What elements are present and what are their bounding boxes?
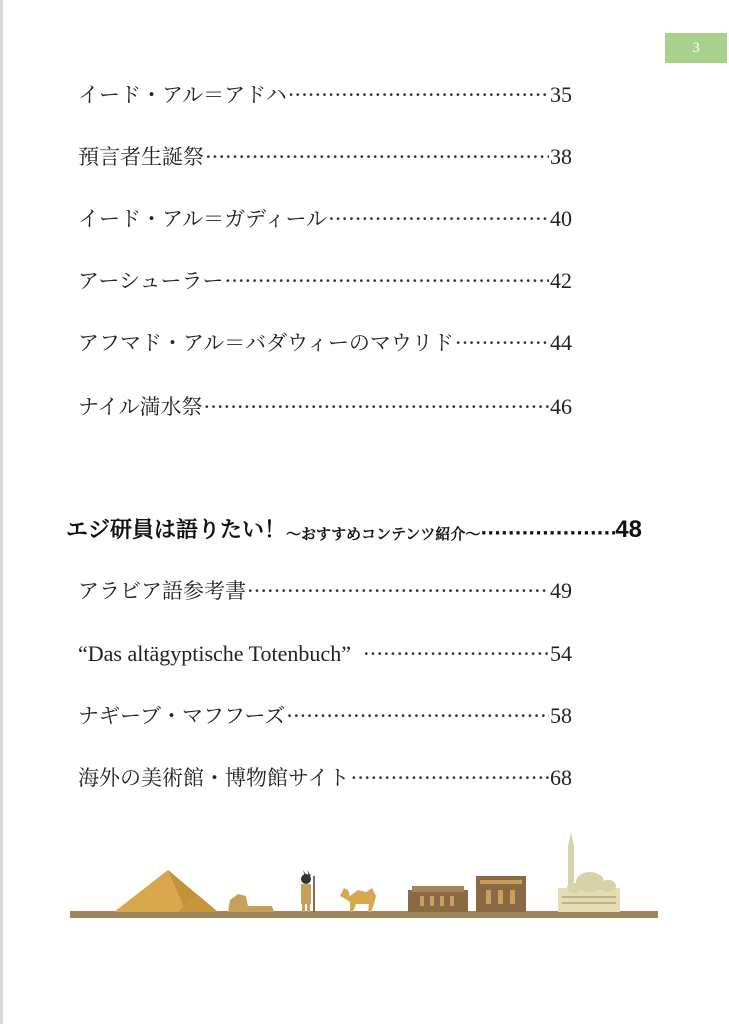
toc-entry[interactable] xyxy=(78,76,572,108)
toc-entry-page: 35 xyxy=(550,82,572,107)
toc-entry[interactable] xyxy=(78,635,572,667)
dot-leader xyxy=(247,578,549,604)
pylon-building xyxy=(476,876,526,912)
toc-entry-page: 68 xyxy=(550,765,572,790)
page-edge xyxy=(0,0,3,1024)
toc-entry-page: 49 xyxy=(550,578,572,603)
toc-entry-title: 預言者生誕祭 xyxy=(78,145,204,169)
dot-leader xyxy=(286,703,549,729)
mosque-building xyxy=(558,832,620,912)
toc-entry-title: “Das altägyptische Totenbuch” xyxy=(78,641,351,666)
toc-entry[interactable] xyxy=(78,200,572,232)
toc-entry-page: 40 xyxy=(550,206,572,231)
section-title: エジ研員は語りたい！ xyxy=(66,518,287,543)
anubis-figure xyxy=(301,870,315,912)
dot-leader xyxy=(205,144,549,170)
toc-entry-title: ナイル満水祭 xyxy=(78,395,203,419)
dot-leader xyxy=(225,268,549,294)
dot-leader xyxy=(288,82,549,108)
toc-entry-title: アラビア語参考書 xyxy=(78,579,246,603)
dot-leader xyxy=(328,206,549,232)
toc-entry-title: イード・アル＝アドハ xyxy=(78,83,287,107)
section-heading[interactable] xyxy=(66,510,642,544)
toc-entry[interactable] xyxy=(78,388,572,420)
toc-entry-page: 46 xyxy=(550,394,572,419)
toc-entry-page: 44 xyxy=(550,330,572,355)
page-number-tab: 3 xyxy=(665,33,727,63)
dot-leader xyxy=(455,330,549,356)
dot-leader xyxy=(351,765,549,791)
dot-leader xyxy=(363,641,549,667)
toc-entry-title: ナギーブ・マフフーズ xyxy=(78,704,286,728)
toc-entry[interactable] xyxy=(78,262,572,294)
section-subtitle: ～おすすめコンテンツ紹介～ xyxy=(286,525,481,543)
sphinx xyxy=(228,894,274,912)
toc-entry[interactable] xyxy=(78,572,572,604)
toc-entry[interactable] xyxy=(78,759,572,791)
camel xyxy=(340,888,376,912)
toc-entry-title: イード・アル＝ガディール xyxy=(78,207,328,231)
toc-entry-page: 54 xyxy=(550,641,572,666)
toc-entry-title: アフマド・アル＝バダウィーのマウリド xyxy=(78,331,454,355)
dot-leader xyxy=(204,394,549,420)
toc-entry[interactable] xyxy=(78,697,572,729)
toc-entry-page: 42 xyxy=(550,268,572,293)
section-page: 48 xyxy=(615,516,642,543)
toc-entry[interactable] xyxy=(78,324,572,356)
toc-entry-page: 58 xyxy=(550,703,572,728)
toc-entry[interactable] xyxy=(78,138,572,170)
toc-entry-page: 38 xyxy=(550,144,572,169)
toc-entry-title: アーシューラー xyxy=(78,269,224,293)
dot-leader xyxy=(480,523,615,544)
egypt-skyline-illustration xyxy=(68,826,660,926)
temple-building xyxy=(408,886,468,912)
toc-entry-title: 海外の美術館・博物館サイト xyxy=(78,766,350,790)
ground-line xyxy=(70,911,658,918)
